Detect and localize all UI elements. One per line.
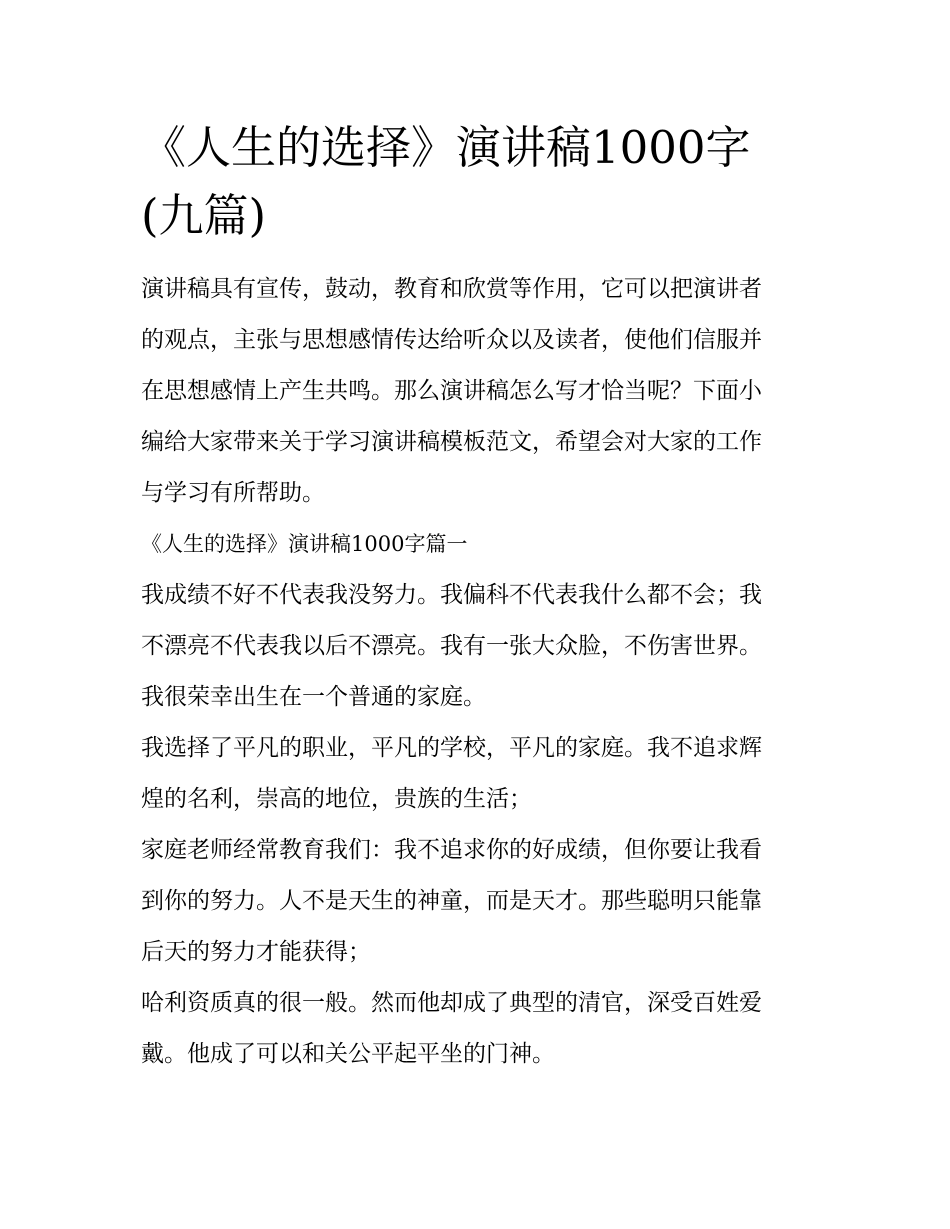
- paragraph-line: 不漂亮不代表我以后不漂亮。我有一张大众脸，不伤害世界。: [141, 633, 762, 659]
- intro-paragraph: [141, 264, 811, 519]
- body-paragraph-1: [141, 570, 811, 723]
- paragraph-line: 到你的努力。人不是天生的神童，而是天才。那些聪明只能靠: [141, 888, 762, 914]
- paragraph-line: 后天的努力才能获得；: [141, 939, 371, 965]
- intro-line: 编给大家带来关于学习演讲稿模板范文，希望会对大家的工作: [141, 429, 762, 455]
- body-paragraph-3: [141, 825, 811, 978]
- intro-line: 与学习有所帮助。: [141, 480, 325, 506]
- document-content: [141, 114, 811, 1080]
- intro-line: 的观点，主张与思想感情传达给听众以及读者，使他们信服并: [141, 327, 762, 353]
- paragraph-line: 家庭老师经常教育我们：我不追求你的好成绩，但你要让我看: [141, 837, 762, 863]
- section-heading: 《人生的选择》演讲稿1000字篇一: [141, 532, 468, 556]
- paragraph-line: 哈利资质真的很一般。然而他却成了典型的清官，深受百姓爱: [141, 990, 762, 1016]
- body-paragraph-4: [141, 978, 811, 1080]
- body-paragraph-2: [141, 723, 811, 825]
- document-title: [141, 114, 811, 250]
- paragraph-line: 戴。他成了可以和关公平起平坐的门神。: [141, 1041, 555, 1067]
- document-body: [141, 264, 811, 1080]
- title-line-1: 《人生的选择》演讲稿1000字: [141, 121, 751, 174]
- intro-line: 在思想感情上产生共鸣。那么演讲稿怎么写才恰当呢？下面小: [141, 378, 762, 404]
- paragraph-line: 我成绩不好不代表我没努力。我偏科不代表我什么都不会；我: [141, 582, 762, 608]
- paragraph-line: 我选择了平凡的职业，平凡的学校，平凡的家庭。我不追求辉: [141, 735, 762, 761]
- paragraph-line: 我很荣幸出生在一个普通的家庭。: [141, 684, 486, 710]
- paragraph-line: 煌的名利，崇高的地位，贵族的生活；: [141, 786, 532, 812]
- title-line-2: (九篇): [141, 189, 267, 242]
- intro-line: 演讲稿具有宣传，鼓动，教育和欣赏等作用，它可以把演讲者: [141, 276, 762, 302]
